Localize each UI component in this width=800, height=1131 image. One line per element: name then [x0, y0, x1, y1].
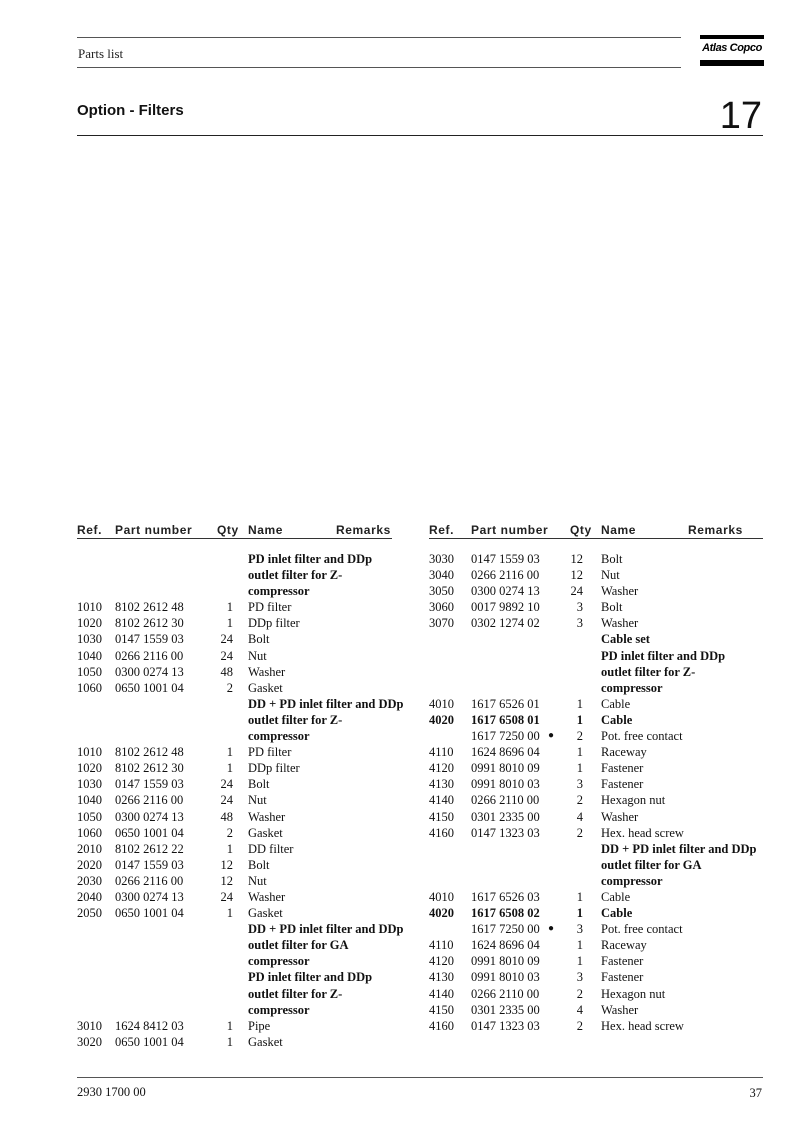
ref-cell: 2020: [77, 857, 102, 872]
table-row: [429, 696, 763, 712]
qty-cell: 3: [576, 970, 583, 985]
part-number-cell: 0991 8010 03: [471, 970, 540, 985]
table-row: [77, 953, 392, 969]
table-row: [429, 664, 763, 680]
name-cell: Nut: [248, 793, 267, 808]
table-row: [77, 744, 392, 760]
qty-cell: 1: [576, 889, 583, 904]
parts-table-left: [77, 520, 404, 1050]
name-cell: Pot. free contact: [601, 729, 683, 744]
name-cell: PD filter: [248, 600, 292, 615]
table-row: [77, 728, 392, 744]
table-row: [77, 857, 392, 873]
table-row: [429, 599, 763, 615]
table-row: [77, 615, 392, 631]
part-number-cell: 0266 2116 00: [471, 568, 540, 583]
part-number-cell: 0266 2116 00: [115, 793, 184, 808]
name-cell: Nut: [601, 568, 620, 583]
table-row: [77, 696, 404, 712]
table-row: [429, 744, 763, 760]
ref-cell: 1050: [77, 809, 102, 824]
table-row: [77, 760, 392, 776]
header-bottom-rule: [77, 67, 681, 68]
qty-cell: 12: [570, 552, 583, 566]
part-number-cell: 0650 1001 04: [115, 680, 184, 695]
qty-cell: 12: [220, 857, 233, 872]
ref-cell: 2050: [77, 906, 102, 921]
part-number-cell: 8102 2612 48: [115, 745, 184, 760]
table-header: [77, 520, 392, 539]
table-row: [429, 873, 763, 889]
table-row: [77, 712, 392, 728]
table-row: [429, 728, 763, 744]
part-number-cell: 0017 9892 10: [471, 600, 540, 615]
header-label: Parts list: [78, 46, 124, 61]
qty-cell: 1: [576, 712, 583, 727]
table-row: [429, 583, 763, 599]
section-title: Option - Filters: [77, 102, 184, 119]
name-cell: outlet filter for Z-: [248, 568, 343, 583]
qty-cell: 2: [576, 729, 583, 744]
part-number-cell: 1624 8412 03: [115, 1018, 184, 1033]
table-row: [429, 776, 763, 792]
name-cell: Cable: [601, 696, 631, 711]
page-number: 37: [749, 1086, 762, 1100]
header-name: Name: [248, 523, 284, 537]
name-cell: Fastener: [601, 954, 644, 969]
part-number-cell: 0266 2116 00: [115, 873, 184, 888]
qty-cell: 1: [576, 954, 583, 969]
part-number-cell: 1624 8696 04: [471, 745, 540, 760]
table-row: [77, 583, 392, 599]
qty-cell: 24: [220, 777, 233, 792]
part-number-cell: 0266 2110 00: [471, 793, 540, 808]
name-cell: Fastener: [601, 777, 644, 792]
name-cell: compressor: [248, 584, 310, 599]
table-row: [77, 599, 392, 615]
table-row: [429, 937, 763, 953]
ref-cell: 4020: [429, 906, 454, 921]
name-cell: Hex. head screw: [601, 1018, 684, 1033]
name-cell: Washer: [248, 889, 286, 904]
header-name: Name: [601, 523, 637, 537]
table-header: [429, 520, 763, 539]
qty-cell: 2: [576, 986, 583, 1001]
name-cell: Hexagon nut: [601, 986, 666, 1001]
table-row: [429, 857, 763, 873]
name-cell: Nut: [248, 648, 267, 663]
ref-cell: 1060: [77, 680, 102, 695]
header-ref: Ref.: [429, 523, 455, 537]
bullet-marker: ●: [548, 923, 555, 935]
table-row: [77, 776, 392, 792]
part-number-cell: 0650 1001 04: [115, 1034, 184, 1049]
ref-cell: 4010: [429, 889, 454, 904]
table-row: [429, 760, 763, 776]
table-row: [429, 969, 763, 985]
name-cell: Gasket: [248, 825, 283, 840]
name-cell: Cable: [601, 889, 631, 904]
part-number-cell: 0991 8010 09: [471, 954, 540, 969]
table-row: [429, 921, 763, 937]
part-number-cell: 0147 1323 03: [471, 825, 540, 840]
name-cell: Raceway: [601, 745, 647, 760]
name-cell: Nut: [248, 873, 267, 888]
name-cell: DDp filter: [248, 616, 300, 631]
qty-cell: 3: [576, 922, 583, 937]
ref-cell: 1020: [77, 761, 102, 776]
logo-text: Atlas Copco: [702, 42, 762, 54]
name-cell: Cable: [601, 712, 633, 727]
table-row: [77, 1034, 392, 1050]
name-cell: Washer: [601, 584, 639, 599]
qty-cell: 3: [576, 616, 583, 631]
name-cell: Bolt: [601, 552, 623, 566]
qty-cell: 2: [576, 825, 583, 840]
table-row: [429, 953, 763, 969]
ref-cell: 3010: [77, 1018, 102, 1033]
table-row: [429, 905, 763, 921]
qty-cell: 1: [226, 906, 233, 921]
header-remarks: Remarks: [336, 523, 391, 537]
ref-cell: 1050: [77, 664, 102, 679]
ref-cell: 1030: [77, 777, 102, 792]
qty-cell: 1: [576, 745, 583, 760]
table-row: [77, 889, 392, 905]
table-row: [77, 631, 392, 647]
table-row: [429, 986, 763, 1002]
ref-cell: 2040: [77, 889, 102, 904]
table-row: [77, 873, 392, 889]
ref-cell: 4140: [429, 986, 454, 1001]
table-row: [77, 986, 392, 1002]
part-number-cell: 0300 0274 13: [115, 664, 184, 679]
table-row: [77, 841, 392, 857]
table-row: [429, 792, 763, 808]
part-number-cell: 0300 0274 13: [115, 889, 184, 904]
qty-cell: 24: [570, 584, 583, 599]
name-cell: compressor: [601, 680, 663, 695]
name-cell: Washer: [601, 809, 639, 824]
part-number-cell: 0147 1559 03: [115, 632, 184, 647]
bullet-marker: ●: [548, 730, 555, 742]
table-row: [429, 841, 763, 857]
name-cell: Raceway: [601, 938, 647, 953]
qty-cell: 2: [226, 825, 233, 840]
ref-cell: 4120: [429, 954, 454, 969]
part-number-cell: 0147 1559 03: [471, 552, 540, 566]
name-cell: Bolt: [248, 857, 270, 872]
ref-cell: 1040: [77, 793, 102, 808]
atlas-copco-logo: [700, 35, 764, 67]
ref-cell: 4160: [429, 1018, 454, 1033]
table-row: [77, 664, 392, 680]
qty-cell: 48: [220, 809, 233, 824]
name-cell: Hexagon nut: [601, 793, 666, 808]
qty-cell: 1: [576, 761, 583, 776]
ref-cell: 3020: [77, 1034, 102, 1049]
ref-cell: 1010: [77, 745, 102, 760]
header-qty: Qty: [570, 523, 592, 537]
ref-cell: 2030: [77, 873, 102, 888]
table-row: [77, 680, 392, 696]
table-row: [429, 712, 763, 728]
name-cell: compressor: [248, 729, 310, 744]
ref-cell: 1040: [77, 648, 102, 663]
name-cell: Hex. head screw: [601, 825, 684, 840]
qty-cell: 2: [576, 1018, 583, 1033]
qty-cell: 12: [220, 873, 233, 888]
name-cell: DD + PD inlet filter and DDp: [248, 922, 404, 937]
ref-cell: 3040: [429, 568, 454, 583]
name-cell: DD + PD inlet filter and DDp: [601, 841, 757, 856]
qty-cell: 48: [220, 664, 233, 679]
part-number-cell: 0991 8010 09: [471, 761, 540, 776]
name-cell: DD filter: [248, 841, 294, 856]
name-cell: PD inlet filter and DDp: [248, 552, 373, 566]
table-row: [429, 680, 763, 696]
name-cell: Pot. free contact: [601, 922, 683, 937]
table-row: [77, 648, 392, 664]
part-number-cell: 0991 8010 03: [471, 777, 540, 792]
table-row: [77, 969, 392, 985]
header-part-number: Part number: [115, 523, 193, 537]
qty-cell: 2: [576, 793, 583, 808]
ref-cell: 2010: [77, 841, 102, 856]
qty-cell: 3: [576, 777, 583, 792]
ref-cell: 3070: [429, 616, 454, 631]
table-row: [77, 551, 392, 567]
part-number-cell: 8102 2612 30: [115, 616, 184, 631]
header-top-rule: [77, 37, 681, 38]
name-cell: outlet filter for Z-: [601, 664, 696, 679]
qty-cell: 1: [226, 761, 233, 776]
part-number-cell: 0300 0274 13: [471, 584, 540, 599]
name-cell: Gasket: [248, 1034, 283, 1049]
qty-cell: 24: [220, 793, 233, 808]
qty-cell: 1: [226, 1034, 233, 1049]
table-row: [429, 809, 763, 825]
part-number-cell: 0650 1001 04: [115, 906, 184, 921]
part-number-cell: 0650 1001 04: [115, 825, 184, 840]
ref-cell: 1030: [77, 632, 102, 647]
part-number-cell: 1617 7250 00: [471, 729, 540, 744]
ref-cell: 4120: [429, 761, 454, 776]
ref-cell: 1010: [77, 600, 102, 615]
part-number-cell: 1617 6526 03: [471, 889, 540, 904]
table-row: [429, 648, 763, 664]
part-number-cell: 0266 2116 00: [115, 648, 184, 663]
name-cell: Fastener: [601, 761, 644, 776]
part-number-cell: 0147 1323 03: [471, 1018, 540, 1033]
part-number-cell: 1617 7250 00: [471, 922, 540, 937]
table-rows: [429, 551, 763, 1034]
part-number-cell: 0301 2335 00: [471, 1002, 540, 1017]
table-row: [77, 825, 392, 841]
parts-table-right: [429, 520, 763, 1034]
table-row: [77, 809, 392, 825]
ref-cell: 4020: [429, 712, 454, 727]
qty-cell: 3: [576, 600, 583, 615]
name-cell: Gasket: [248, 906, 283, 921]
table-row: [77, 921, 404, 937]
ref-cell: 4110: [429, 745, 454, 760]
document-code: 2930 1700 00: [77, 1085, 146, 1099]
name-cell: Washer: [601, 1002, 639, 1017]
name-cell: Bolt: [248, 777, 270, 792]
qty-cell: 12: [570, 568, 583, 583]
name-cell: Fastener: [601, 970, 644, 985]
ref-cell: 4130: [429, 777, 454, 792]
header-ref: Ref.: [77, 523, 103, 537]
qty-cell: 1: [576, 696, 583, 711]
ref-cell: 1060: [77, 825, 102, 840]
name-cell: Bolt: [601, 600, 623, 615]
table-row: [429, 1018, 763, 1034]
qty-cell: 24: [220, 648, 233, 663]
name-cell: DD + PD inlet filter and DDp: [248, 696, 404, 711]
header-remarks: Remarks: [688, 523, 743, 537]
ref-cell: 4150: [429, 1002, 454, 1017]
part-number-cell: 8102 2612 30: [115, 761, 184, 776]
ref-cell: 4150: [429, 809, 454, 824]
table-row: [77, 792, 392, 808]
name-cell: outlet filter for Z-: [248, 712, 343, 727]
part-number-cell: 8102 2612 22: [115, 841, 184, 856]
part-number-cell: 1617 6526 01: [471, 696, 540, 711]
table-row: [77, 567, 392, 583]
name-cell: Cable: [601, 906, 633, 921]
qty-cell: 1: [576, 938, 583, 953]
ref-cell: 1020: [77, 616, 102, 631]
name-cell: outlet filter for GA: [601, 857, 702, 872]
table-row: [77, 1002, 392, 1018]
table-row: [77, 905, 392, 921]
table-rows: [77, 551, 404, 1050]
table-row: [429, 825, 763, 841]
table-row: [429, 631, 763, 647]
table-row: [429, 551, 763, 567]
table-row: [77, 1018, 392, 1034]
title-rule: [77, 135, 763, 136]
part-number-cell: 1624 8696 04: [471, 938, 540, 953]
footer-rule: [77, 1077, 763, 1078]
ref-cell: 3030: [429, 552, 454, 566]
qty-cell: 24: [220, 889, 233, 904]
table-row: [429, 615, 763, 631]
table-row: [429, 567, 763, 583]
name-cell: Gasket: [248, 680, 283, 695]
part-number-cell: 0301 2335 00: [471, 809, 540, 824]
qty-cell: 4: [576, 809, 583, 824]
name-cell: Bolt: [248, 632, 270, 647]
qty-cell: 1: [226, 1018, 233, 1033]
ref-cell: 3060: [429, 600, 454, 615]
name-cell: compressor: [248, 1002, 310, 1017]
table-row: [77, 937, 392, 953]
qty-cell: 24: [220, 632, 233, 647]
ref-cell: 4160: [429, 825, 454, 840]
name-cell: Washer: [248, 809, 286, 824]
name-cell: PD inlet filter and DDp: [601, 648, 726, 663]
ref-cell: 3050: [429, 584, 454, 599]
part-number-cell: 0300 0274 13: [115, 809, 184, 824]
name-cell: PD filter: [248, 745, 292, 760]
ref-cell: 4110: [429, 938, 454, 953]
qty-cell: 1: [226, 745, 233, 760]
part-number-cell: 1617 6508 02: [471, 906, 540, 921]
name-cell: DDp filter: [248, 761, 300, 776]
table-row: [429, 1002, 763, 1018]
name-cell: Washer: [248, 664, 286, 679]
qty-cell: 1: [226, 841, 233, 856]
qty-cell: 2: [226, 680, 233, 695]
ref-cell: 4140: [429, 793, 454, 808]
name-cell: Washer: [601, 616, 639, 631]
qty-cell: 1: [226, 600, 233, 615]
part-number-cell: 0302 1274 02: [471, 616, 540, 631]
name-cell: compressor: [601, 873, 663, 888]
name-cell: PD inlet filter and DDp: [248, 970, 373, 985]
header-qty: Qty: [217, 523, 239, 537]
name-cell: compressor: [248, 954, 310, 969]
name-cell: outlet filter for GA: [248, 938, 349, 953]
ref-cell: 4010: [429, 696, 454, 711]
part-number-cell: 0266 2110 00: [471, 986, 540, 1001]
ref-cell: 4130: [429, 970, 454, 985]
part-number-cell: 0147 1559 03: [115, 857, 184, 872]
name-cell: Pipe: [248, 1018, 271, 1033]
section-number: 17: [719, 95, 762, 137]
name-cell: outlet filter for Z-: [248, 986, 343, 1001]
table-row: [429, 889, 763, 905]
part-number-cell: 8102 2612 48: [115, 600, 184, 615]
part-number-cell: 0147 1559 03: [115, 777, 184, 792]
part-number-cell: 1617 6508 01: [471, 712, 540, 727]
qty-cell: 1: [226, 616, 233, 631]
qty-cell: 4: [576, 1002, 583, 1017]
name-cell: Cable set: [601, 632, 650, 647]
qty-cell: 1: [576, 906, 583, 921]
header-part-number: Part number: [471, 523, 549, 537]
